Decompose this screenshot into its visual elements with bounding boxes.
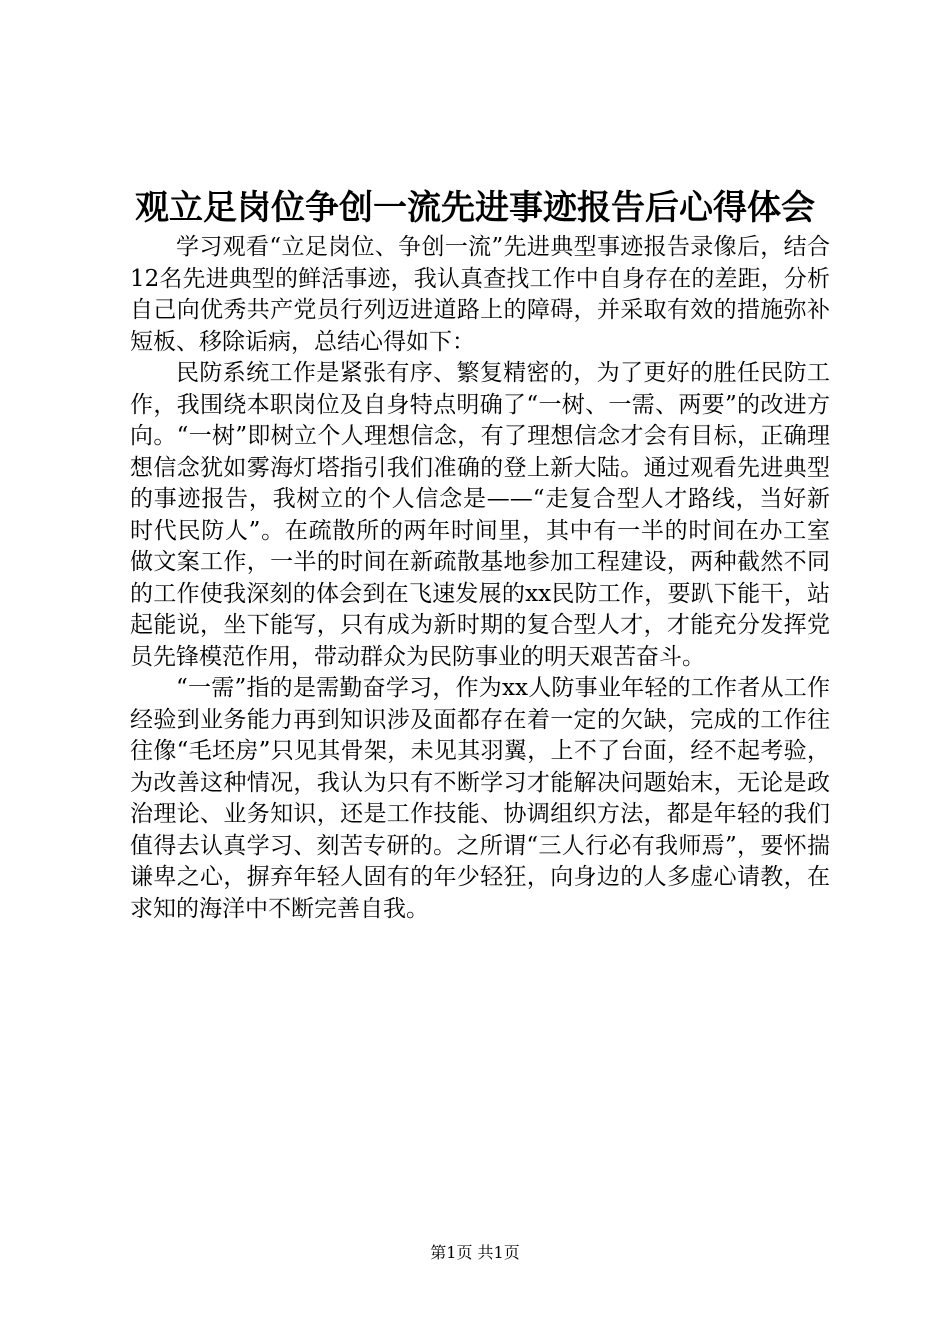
document-title: 观立足岗位争创一流先进事迹报告后心得体会 (135, 188, 815, 228)
page-footer: 第1页 共1页 (430, 1243, 520, 1262)
document-body (130, 232, 830, 925)
paragraph-intro: 学习观看“立足岗位、争创一流”先进典型事迹报告录像后，结合12名先进典型的鲜活事迹，我认真查找工作中自身存在的差距，分析自己向优秀共产党员行列迈进道路上的障碍，并采取有效的措施弥补短板、移除诟病，总结心得如下： (130, 234, 830, 355)
paragraph-yishu: 民防系统工作是紧张有序、繁复精密的，为了更好的胜任民防工作，我围绕本职岗位及自身特点明确了“一树、一需、两要”的改进方向。“一树”即树立个人理想信念，有了理想信念才会有目标，正确理想信念犹如雾海灯塔指引我们准确的登上新大陆。通过观看先进典型的事迹报告，我树立的个人信念是——“走复合型人才路线，当好新时代民防人”。在疏散所的两年时间里，其中有一半的时间在办工室做文案工作，一半的时间在新疏散基地参加工程建设，两种截然不同的工作使我深刻的体会到在飞速发展的xx民防工作，要趴下能干，站起能说，坐下能写，只有成为新时期的复合型人才，才能充分发挥党员先锋模范作用，带动群众为民防事业的明天艰苦奋斗。 (130, 360, 830, 670)
paragraph-yixu: “一需”指的是需勤奋学习，作为xx人防事业年轻的工作者从工作经验到业务能力再到知识涉及面都存在着一定的欠缺，完成的工作往往像“毛坯房”只见其骨架，未见其羽翼，上不了台面，经不起考验，为改善这种情况，我认为只有不断学习才能解决问题始末，无论是政治理论、业务知识，还是工作技能、协调组织方法，都是年轻的我们值得去认真学习、刻苦专研的。之所谓“三人行必有我师焉”，要怀揣谦卑之心，摒弃年轻人固有的年少轻狂，向身边的人多虚心请教，在求知的海洋中不断完善自我。 (130, 675, 830, 922)
